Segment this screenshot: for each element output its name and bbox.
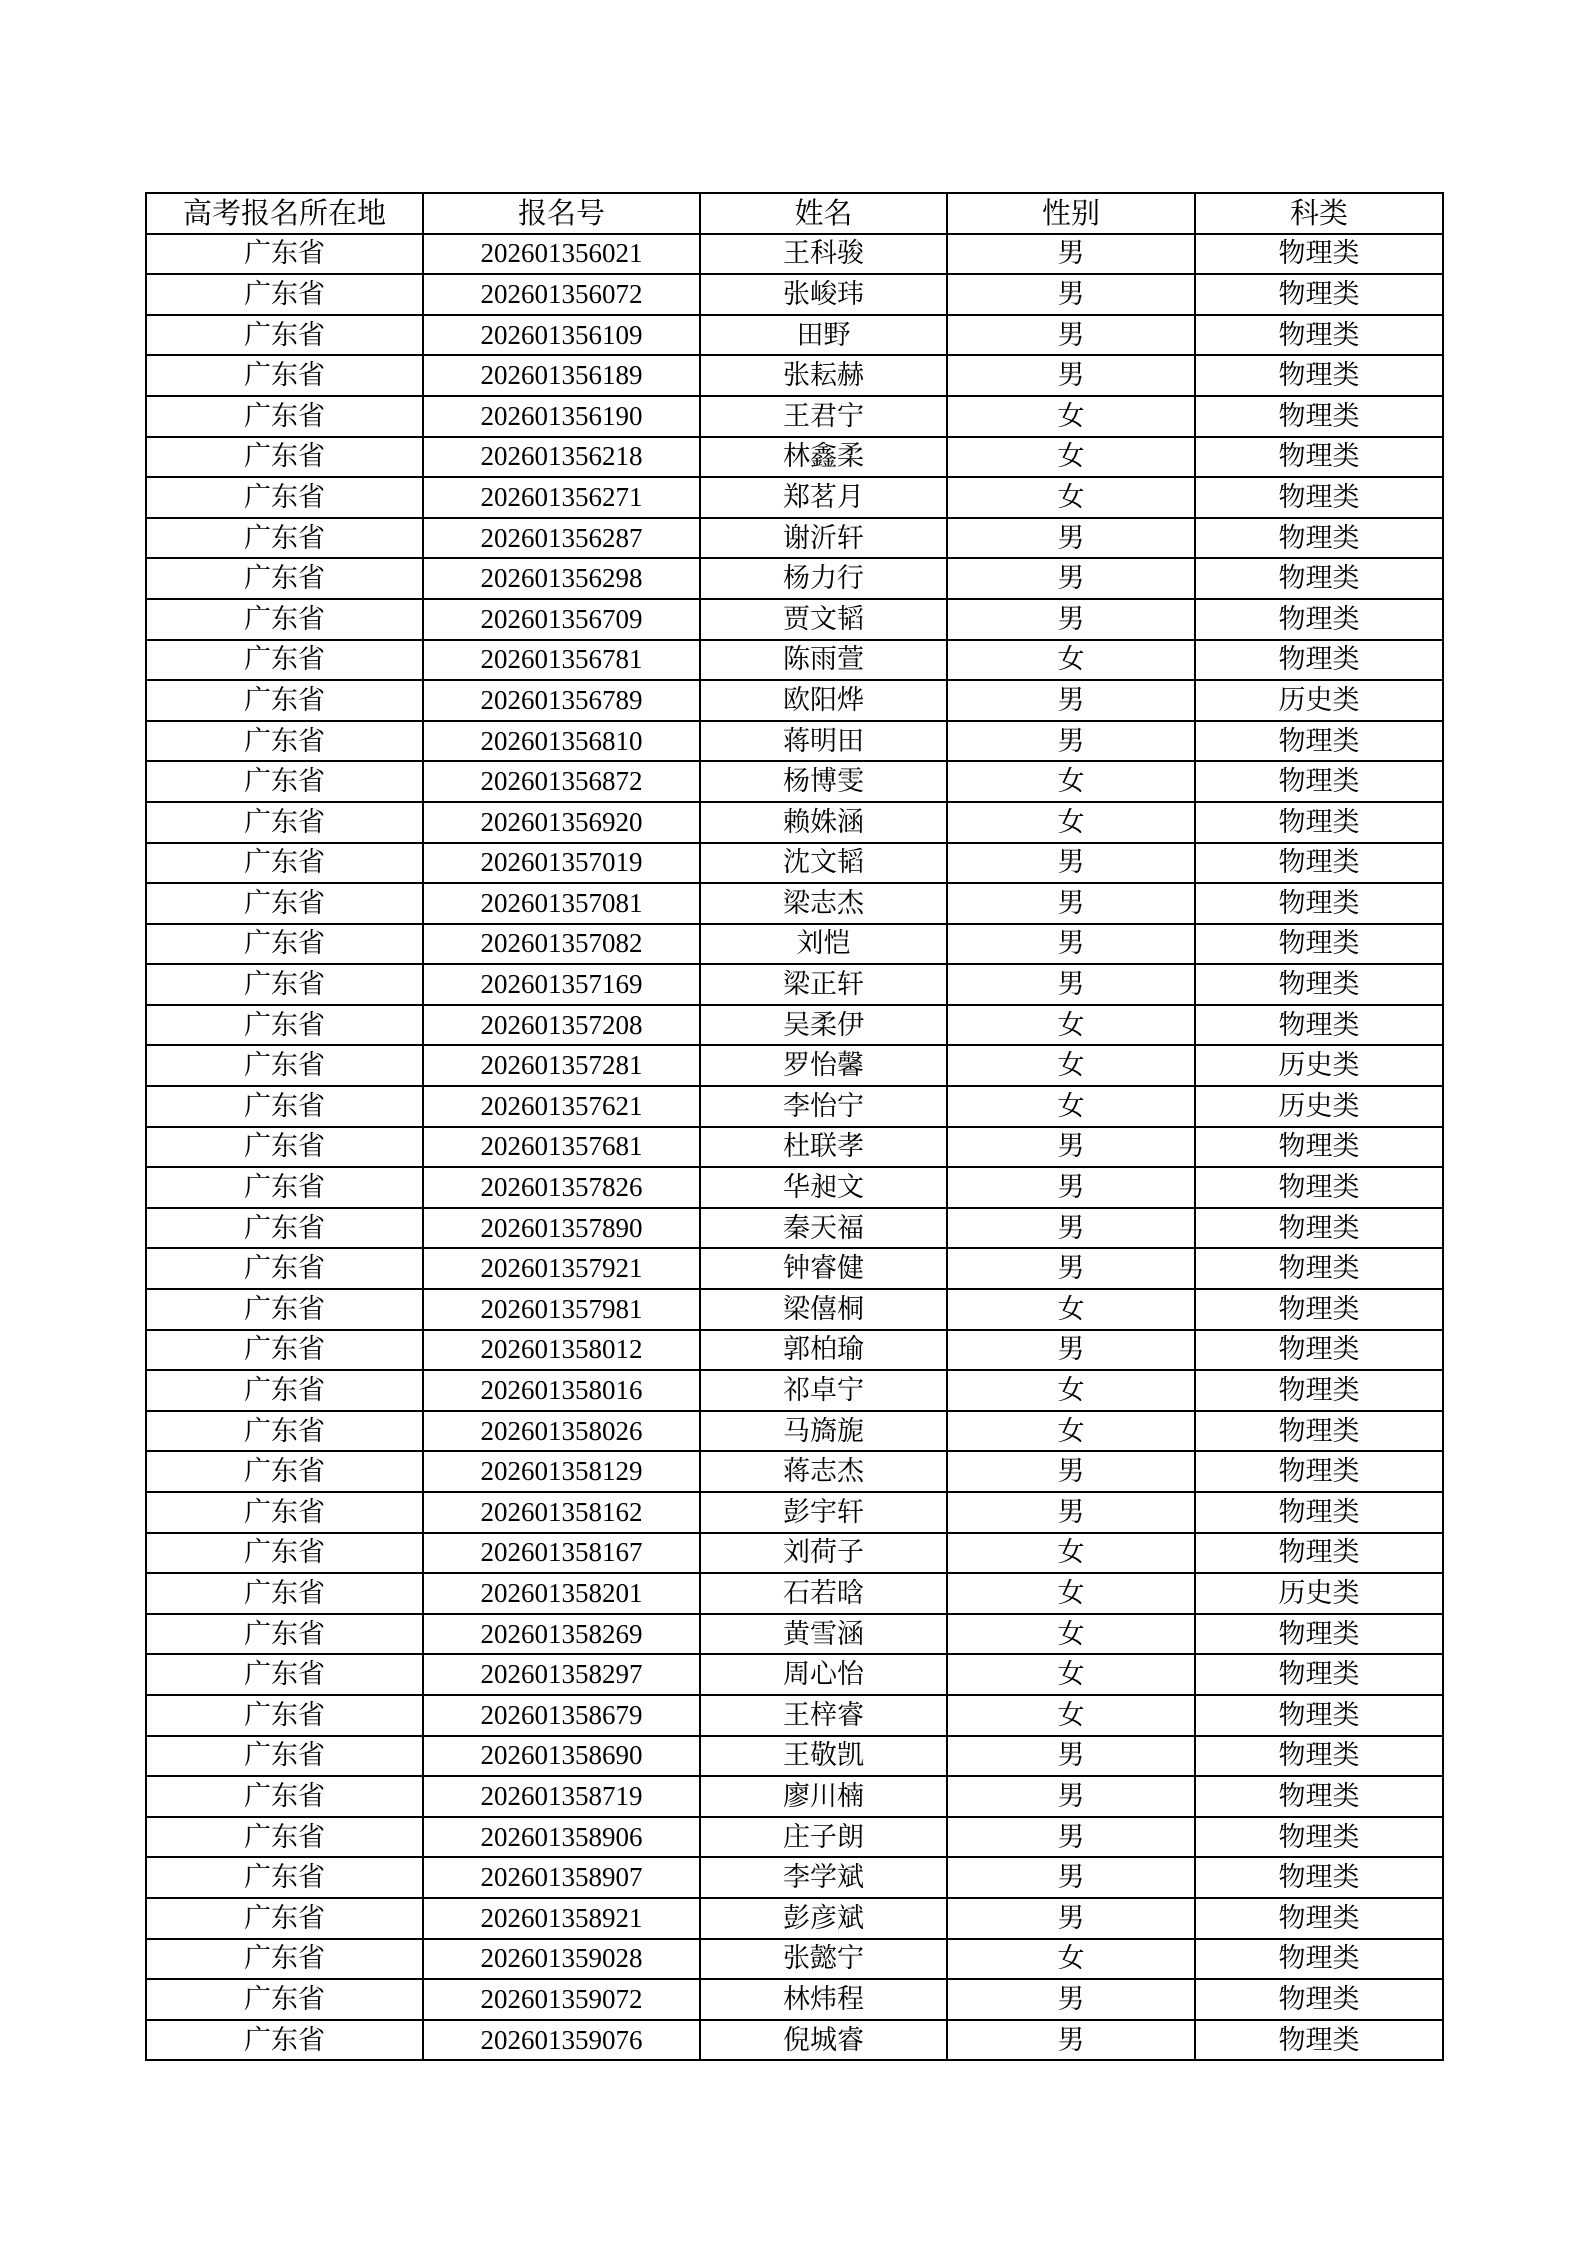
cell-gender: 男 (947, 1167, 1195, 1208)
cell-name: 彭宇轩 (700, 1492, 947, 1533)
table-row (146, 599, 1443, 640)
cell-registration-number: 202601358719 (423, 1776, 700, 1817)
cell-name: 王梓睿 (700, 1695, 947, 1736)
table-row (146, 1939, 1443, 1980)
cell-name: 杨力行 (700, 558, 947, 599)
cell-gender: 男 (947, 2020, 1195, 2061)
cell-registration-number: 202601358201 (423, 1573, 700, 1614)
cell-name: 刘荷子 (700, 1533, 947, 1574)
cell-subject-category: 物理类 (1195, 924, 1443, 965)
cell-subject-category: 物理类 (1195, 1533, 1443, 1574)
table-body (146, 234, 1443, 2061)
cell-registration-location: 广东省 (146, 1614, 423, 1655)
cell-registration-number: 202601358016 (423, 1370, 700, 1411)
table-row (146, 964, 1443, 1005)
cell-gender: 男 (947, 1776, 1195, 1817)
cell-subject-category: 物理类 (1195, 396, 1443, 437)
table-row (146, 1127, 1443, 1168)
cell-subject-category: 历史类 (1195, 680, 1443, 721)
table-row (146, 274, 1443, 315)
cell-name: 李怡宁 (700, 1086, 947, 1127)
cell-registration-number: 202601357169 (423, 964, 700, 1005)
cell-registration-location: 广东省 (146, 1817, 423, 1858)
cell-registration-location: 广东省 (146, 1005, 423, 1046)
table-row (146, 721, 1443, 762)
cell-registration-location: 广东省 (146, 274, 423, 315)
table-row (146, 1045, 1443, 1086)
cell-registration-number: 202601357681 (423, 1127, 700, 1168)
cell-registration-number: 202601357082 (423, 924, 700, 965)
table-row (146, 1451, 1443, 1492)
cell-registration-number: 202601357621 (423, 1086, 700, 1127)
cell-registration-location: 广东省 (146, 1939, 423, 1980)
cell-registration-number: 202601357081 (423, 883, 700, 924)
cell-registration-location: 广东省 (146, 2020, 423, 2061)
cell-gender: 男 (947, 518, 1195, 559)
cell-gender: 女 (947, 1289, 1195, 1330)
table-row (146, 355, 1443, 396)
cell-subject-category: 物理类 (1195, 640, 1443, 681)
table-row (146, 1857, 1443, 1898)
cell-gender: 男 (947, 355, 1195, 396)
cell-gender: 男 (947, 274, 1195, 315)
cell-registration-number: 202601356810 (423, 721, 700, 762)
cell-subject-category: 物理类 (1195, 964, 1443, 1005)
cell-subject-category: 物理类 (1195, 1939, 1443, 1980)
cell-subject-category: 物理类 (1195, 883, 1443, 924)
cell-registration-location: 广东省 (146, 315, 423, 356)
table-row (146, 396, 1443, 437)
table-row (146, 924, 1443, 965)
cell-subject-category: 物理类 (1195, 1208, 1443, 1249)
cell-subject-category: 物理类 (1195, 1289, 1443, 1330)
cell-registration-location: 广东省 (146, 964, 423, 1005)
cell-name: 张耘赫 (700, 355, 947, 396)
cell-registration-number: 202601357890 (423, 1208, 700, 1249)
header-name: 姓名 (700, 193, 947, 234)
cell-registration-location: 广东省 (146, 883, 423, 924)
table-row (146, 640, 1443, 681)
header-row (146, 193, 1443, 234)
cell-registration-number: 202601356271 (423, 477, 700, 518)
cell-subject-category: 物理类 (1195, 1614, 1443, 1655)
table-row (146, 1167, 1443, 1208)
cell-name: 谢沂轩 (700, 518, 947, 559)
cell-registration-location: 广东省 (146, 1979, 423, 2020)
cell-subject-category: 物理类 (1195, 843, 1443, 884)
cell-registration-number: 202601356709 (423, 599, 700, 640)
table-row (146, 1492, 1443, 1533)
cell-gender: 男 (947, 1492, 1195, 1533)
cell-gender: 女 (947, 1533, 1195, 1574)
table-row (146, 680, 1443, 721)
cell-registration-location: 广东省 (146, 1045, 423, 1086)
cell-subject-category: 物理类 (1195, 274, 1443, 315)
cell-registration-number: 202601356789 (423, 680, 700, 721)
cell-subject-category: 物理类 (1195, 1248, 1443, 1289)
cell-name: 杜联孝 (700, 1127, 947, 1168)
admission-list-table (145, 192, 1444, 2061)
cell-name: 陈雨萱 (700, 640, 947, 681)
cell-name: 梁正轩 (700, 964, 947, 1005)
cell-registration-location: 广东省 (146, 1492, 423, 1533)
cell-registration-number: 202601356287 (423, 518, 700, 559)
cell-registration-location: 广东省 (146, 1127, 423, 1168)
cell-registration-location: 广东省 (146, 396, 423, 437)
cell-gender: 男 (947, 1127, 1195, 1168)
cell-registration-location: 广东省 (146, 1736, 423, 1777)
cell-gender: 男 (947, 924, 1195, 965)
cell-registration-location: 广东省 (146, 234, 423, 275)
cell-name: 华昶文 (700, 1167, 947, 1208)
table-row (146, 315, 1443, 356)
cell-name: 梁僖桐 (700, 1289, 947, 1330)
cell-registration-number: 202601357019 (423, 843, 700, 884)
cell-name: 蒋志杰 (700, 1451, 947, 1492)
table-row (146, 1086, 1443, 1127)
cell-subject-category: 物理类 (1195, 518, 1443, 559)
cell-name: 周心怡 (700, 1654, 947, 1695)
cell-subject-category: 历史类 (1195, 1086, 1443, 1127)
cell-registration-number: 202601356190 (423, 396, 700, 437)
table-row (146, 1654, 1443, 1695)
cell-subject-category: 历史类 (1195, 1573, 1443, 1614)
cell-gender: 男 (947, 1898, 1195, 1939)
cell-registration-location: 广东省 (146, 1573, 423, 1614)
cell-gender: 男 (947, 1817, 1195, 1858)
cell-subject-category: 物理类 (1195, 1451, 1443, 1492)
cell-name: 沈文韬 (700, 843, 947, 884)
table-row (146, 234, 1443, 275)
cell-gender: 女 (947, 1654, 1195, 1695)
cell-gender: 男 (947, 558, 1195, 599)
cell-registration-number: 202601359072 (423, 1979, 700, 2020)
cell-registration-location: 广东省 (146, 477, 423, 518)
cell-registration-number: 202601356109 (423, 315, 700, 356)
cell-subject-category: 物理类 (1195, 1127, 1443, 1168)
cell-registration-location: 广东省 (146, 437, 423, 478)
cell-registration-number: 202601356218 (423, 437, 700, 478)
header-registration-location: 高考报名所在地 (146, 193, 423, 234)
cell-subject-category: 物理类 (1195, 802, 1443, 843)
cell-name: 王科骏 (700, 234, 947, 275)
cell-name: 罗怡馨 (700, 1045, 947, 1086)
cell-name: 廖川楠 (700, 1776, 947, 1817)
cell-registration-number: 202601356872 (423, 761, 700, 802)
cell-gender: 女 (947, 437, 1195, 478)
cell-name: 马旖旎 (700, 1411, 947, 1452)
cell-gender: 男 (947, 1451, 1195, 1492)
cell-name: 郑茗月 (700, 477, 947, 518)
cell-subject-category: 物理类 (1195, 355, 1443, 396)
cell-subject-category: 物理类 (1195, 721, 1443, 762)
cell-gender: 男 (947, 883, 1195, 924)
cell-registration-location: 广东省 (146, 1208, 423, 1249)
cell-gender: 男 (947, 1979, 1195, 2020)
cell-registration-number: 202601358297 (423, 1654, 700, 1695)
table-row (146, 1695, 1443, 1736)
cell-name: 林鑫柔 (700, 437, 947, 478)
cell-registration-location: 广东省 (146, 1370, 423, 1411)
cell-name: 蒋明田 (700, 721, 947, 762)
table-row (146, 1979, 1443, 2020)
cell-subject-category: 物理类 (1195, 1979, 1443, 2020)
cell-subject-category: 物理类 (1195, 1898, 1443, 1939)
cell-subject-category: 物理类 (1195, 1654, 1443, 1695)
cell-subject-category: 物理类 (1195, 477, 1443, 518)
cell-gender: 男 (947, 1248, 1195, 1289)
table-row (146, 1289, 1443, 1330)
cell-registration-number: 202601356781 (423, 640, 700, 681)
cell-gender: 男 (947, 721, 1195, 762)
cell-name: 倪城睿 (700, 2020, 947, 2061)
cell-registration-number: 202601358906 (423, 1817, 700, 1858)
cell-gender: 女 (947, 1411, 1195, 1452)
table-row (146, 1330, 1443, 1371)
cell-subject-category: 物理类 (1195, 2020, 1443, 2061)
cell-registration-number: 202601358167 (423, 1533, 700, 1574)
cell-gender: 女 (947, 1573, 1195, 1614)
cell-subject-category: 物理类 (1195, 761, 1443, 802)
cell-registration-location: 广东省 (146, 1289, 423, 1330)
cell-subject-category: 物理类 (1195, 1776, 1443, 1817)
cell-gender: 男 (947, 1208, 1195, 1249)
header-gender: 性别 (947, 193, 1195, 234)
table-row (146, 2020, 1443, 2061)
cell-registration-number: 202601357921 (423, 1248, 700, 1289)
cell-registration-location: 广东省 (146, 1411, 423, 1452)
cell-name: 祁卓宁 (700, 1370, 947, 1411)
cell-registration-location: 广东省 (146, 802, 423, 843)
cell-subject-category: 物理类 (1195, 1005, 1443, 1046)
cell-gender: 女 (947, 396, 1195, 437)
cell-gender: 女 (947, 1370, 1195, 1411)
cell-subject-category: 物理类 (1195, 315, 1443, 356)
cell-subject-category: 物理类 (1195, 234, 1443, 275)
cell-registration-number: 202601358129 (423, 1451, 700, 1492)
cell-subject-category: 物理类 (1195, 1330, 1443, 1371)
table-header (146, 193, 1443, 234)
cell-gender: 女 (947, 761, 1195, 802)
cell-subject-category: 物理类 (1195, 1695, 1443, 1736)
cell-gender: 女 (947, 477, 1195, 518)
cell-subject-category: 物理类 (1195, 558, 1443, 599)
cell-gender: 女 (947, 1695, 1195, 1736)
cell-gender: 女 (947, 1086, 1195, 1127)
header-subject-category: 科类 (1195, 193, 1443, 234)
cell-name: 石若晗 (700, 1573, 947, 1614)
cell-registration-number: 202601358269 (423, 1614, 700, 1655)
cell-registration-number: 202601358921 (423, 1898, 700, 1939)
cell-registration-location: 广东省 (146, 761, 423, 802)
cell-subject-category: 物理类 (1195, 1817, 1443, 1858)
table-row (146, 437, 1443, 478)
cell-registration-number: 202601358012 (423, 1330, 700, 1371)
cell-name: 林炜程 (700, 1979, 947, 2020)
cell-gender: 男 (947, 234, 1195, 275)
cell-registration-number: 202601357281 (423, 1045, 700, 1086)
cell-subject-category: 物理类 (1195, 437, 1443, 478)
cell-gender: 男 (947, 1330, 1195, 1371)
cell-gender: 女 (947, 802, 1195, 843)
table-row (146, 1005, 1443, 1046)
cell-name: 秦天福 (700, 1208, 947, 1249)
cell-name: 田野 (700, 315, 947, 356)
cell-subject-category: 历史类 (1195, 1045, 1443, 1086)
cell-subject-category: 物理类 (1195, 1857, 1443, 1898)
cell-name: 张懿宁 (700, 1939, 947, 1980)
cell-gender: 女 (947, 640, 1195, 681)
cell-registration-location: 广东省 (146, 1451, 423, 1492)
cell-name: 吴柔伊 (700, 1005, 947, 1046)
cell-subject-category: 物理类 (1195, 1492, 1443, 1533)
cell-registration-location: 广东省 (146, 640, 423, 681)
cell-registration-number: 202601356021 (423, 234, 700, 275)
cell-registration-number: 202601356298 (423, 558, 700, 599)
cell-gender: 女 (947, 1939, 1195, 1980)
cell-name: 彭彦斌 (700, 1898, 947, 1939)
cell-gender: 男 (947, 843, 1195, 884)
table-row (146, 843, 1443, 884)
table-row (146, 558, 1443, 599)
cell-registration-location: 广东省 (146, 843, 423, 884)
table-row (146, 1208, 1443, 1249)
cell-registration-location: 广东省 (146, 1695, 423, 1736)
table-row (146, 802, 1443, 843)
cell-registration-number: 202601356920 (423, 802, 700, 843)
table-row (146, 1411, 1443, 1452)
cell-registration-number: 202601356189 (423, 355, 700, 396)
cell-registration-location: 广东省 (146, 518, 423, 559)
cell-name: 杨博雯 (700, 761, 947, 802)
cell-subject-category: 物理类 (1195, 599, 1443, 640)
cell-registration-location: 广东省 (146, 1330, 423, 1371)
cell-name: 王君宁 (700, 396, 947, 437)
cell-gender: 男 (947, 964, 1195, 1005)
cell-name: 郭柏瑜 (700, 1330, 947, 1371)
cell-registration-number: 202601358679 (423, 1695, 700, 1736)
cell-name: 张峻玮 (700, 274, 947, 315)
cell-subject-category: 物理类 (1195, 1370, 1443, 1411)
table-row (146, 518, 1443, 559)
cell-registration-location: 广东省 (146, 1898, 423, 1939)
cell-name: 庄子朗 (700, 1817, 947, 1858)
cell-name: 梁志杰 (700, 883, 947, 924)
cell-name: 李学斌 (700, 1857, 947, 1898)
cell-registration-location: 广东省 (146, 1086, 423, 1127)
table-row (146, 761, 1443, 802)
cell-registration-location: 广东省 (146, 924, 423, 965)
cell-gender: 女 (947, 1614, 1195, 1655)
table-row (146, 1898, 1443, 1939)
cell-registration-location: 广东省 (146, 721, 423, 762)
table-row (146, 1614, 1443, 1655)
header-registration-number: 报名号 (423, 193, 700, 234)
cell-name: 欧阳烨 (700, 680, 947, 721)
cell-registration-location: 广东省 (146, 355, 423, 396)
cell-registration-number: 202601359076 (423, 2020, 700, 2061)
table-row (146, 1776, 1443, 1817)
cell-registration-location: 广东省 (146, 1776, 423, 1817)
cell-registration-number: 202601356072 (423, 274, 700, 315)
cell-gender: 男 (947, 1857, 1195, 1898)
cell-registration-location: 广东省 (146, 1167, 423, 1208)
cell-gender: 男 (947, 1736, 1195, 1777)
cell-gender: 男 (947, 315, 1195, 356)
cell-registration-number: 202601358162 (423, 1492, 700, 1533)
cell-subject-category: 物理类 (1195, 1736, 1443, 1777)
cell-subject-category: 物理类 (1195, 1167, 1443, 1208)
cell-name: 贾文韬 (700, 599, 947, 640)
cell-registration-number: 202601357981 (423, 1289, 700, 1330)
cell-registration-location: 广东省 (146, 1248, 423, 1289)
table-row (146, 1370, 1443, 1411)
cell-registration-location: 广东省 (146, 599, 423, 640)
table-row (146, 477, 1443, 518)
cell-registration-number: 202601357208 (423, 1005, 700, 1046)
table-row (146, 1736, 1443, 1777)
cell-registration-location: 广东省 (146, 1857, 423, 1898)
cell-registration-location: 广东省 (146, 558, 423, 599)
cell-registration-number: 202601357826 (423, 1167, 700, 1208)
cell-name: 刘恺 (700, 924, 947, 965)
cell-name: 钟睿健 (700, 1248, 947, 1289)
cell-gender: 女 (947, 1005, 1195, 1046)
cell-gender: 男 (947, 680, 1195, 721)
cell-name: 王敬凯 (700, 1736, 947, 1777)
cell-registration-location: 广东省 (146, 1654, 423, 1695)
cell-name: 赖姝涵 (700, 802, 947, 843)
cell-registration-number: 202601359028 (423, 1939, 700, 1980)
cell-gender: 男 (947, 599, 1195, 640)
table-row (146, 883, 1443, 924)
cell-registration-location: 广东省 (146, 1533, 423, 1574)
cell-registration-number: 202601358690 (423, 1736, 700, 1777)
table-row (146, 1248, 1443, 1289)
table-row (146, 1573, 1443, 1614)
cell-subject-category: 物理类 (1195, 1411, 1443, 1452)
table-row (146, 1817, 1443, 1858)
cell-name: 黄雪涵 (700, 1614, 947, 1655)
cell-registration-number: 202601358907 (423, 1857, 700, 1898)
cell-gender: 女 (947, 1045, 1195, 1086)
cell-registration-number: 202601358026 (423, 1411, 700, 1452)
table-row (146, 1533, 1443, 1574)
cell-registration-location: 广东省 (146, 680, 423, 721)
